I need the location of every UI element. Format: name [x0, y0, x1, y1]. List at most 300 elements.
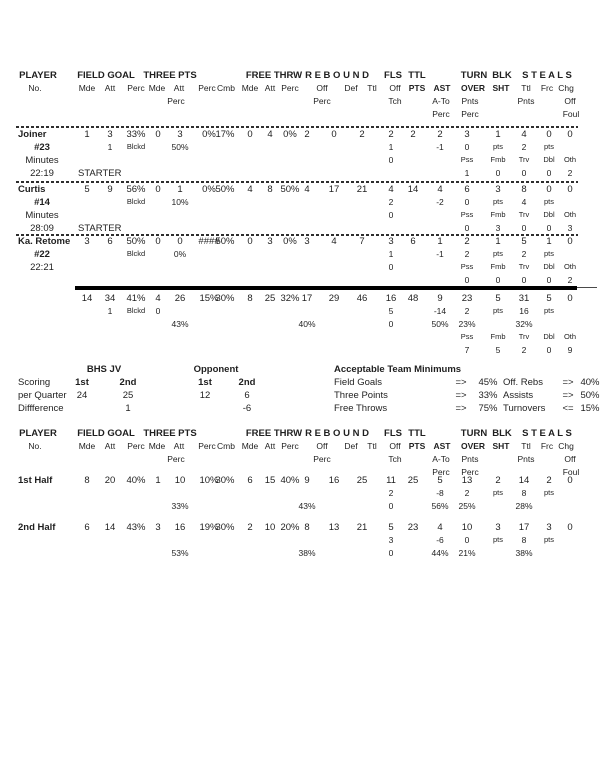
stat-cell: 5 [495, 345, 501, 355]
score-value: -6 [242, 403, 252, 414]
stat-cell: Trv [518, 262, 530, 271]
column-header: Foul [562, 109, 580, 119]
stat-cell: Dbl [543, 155, 555, 164]
stat-cell: 5 [495, 293, 501, 304]
stat-cell: 2 [437, 129, 443, 140]
stat-cell: 50% [126, 236, 146, 247]
column-header: Perc [432, 467, 450, 477]
stat-cell: Fmb [490, 210, 506, 219]
stat-cell: 43% [298, 501, 316, 511]
stat-cell: 8 [521, 488, 527, 498]
stat-cell: -1 [436, 249, 444, 259]
minimum-value: 50% [580, 390, 600, 401]
stat-cell: 4 [437, 522, 443, 533]
stat-cell: 30% [215, 293, 235, 304]
stat-cell: 14 [518, 475, 530, 486]
score-value: 24 [76, 390, 88, 401]
stat-cell: 3 [267, 236, 273, 247]
column-header: OVER [460, 83, 486, 93]
stat-cell: 0 [155, 236, 161, 247]
stat-cell: 6 [107, 236, 113, 247]
stat-cell: 7 [359, 236, 365, 247]
stat-cell: Oth [563, 262, 577, 271]
column-header: Perc [313, 96, 331, 106]
column-header: Ttl [367, 83, 377, 93]
stat-cell: 13 [461, 475, 473, 486]
column-header: FREE THRW [245, 428, 303, 439]
stat-cell: 2 [495, 475, 501, 486]
stat-cell: 21% [458, 548, 476, 558]
stat-cell: #### [198, 236, 220, 247]
stat-cell: 7 [464, 345, 470, 355]
stat-cell: 2 [247, 522, 253, 533]
stat-cell: 40% [126, 475, 146, 486]
stat-cell: 38% [515, 548, 533, 558]
column-header: Pnts [461, 454, 479, 464]
stat-cell: 6 [410, 236, 416, 247]
stat-cell: 0 [464, 275, 470, 285]
minimum-operator: => [562, 377, 574, 388]
column-header: Ttl [367, 441, 377, 451]
stat-cell: 0 [521, 275, 527, 285]
row-divider [16, 181, 578, 183]
column-header: TTL [408, 70, 426, 81]
minimum-value: 75% [478, 403, 498, 414]
stat-cell: 14 [81, 293, 93, 304]
stat-cell: 1 [388, 249, 394, 259]
stat-cell: 2 [521, 142, 527, 152]
stat-cell: Trv [518, 155, 530, 164]
stat-cell: 0 [546, 168, 552, 178]
stat-cell: 0 [155, 184, 161, 195]
team-name: BHS JV [86, 364, 122, 375]
stat-cell: pts [492, 488, 504, 497]
stat-cell: 23 [461, 293, 473, 304]
column-header: PTS [408, 441, 426, 451]
stat-cell: 1 [107, 142, 113, 152]
stat-cell: Blckd [126, 142, 146, 151]
column-header: Off [564, 454, 576, 464]
column-header: Att [104, 441, 116, 451]
stat-cell: 0 [247, 129, 253, 140]
column-header: Cmb [217, 83, 235, 93]
stat-cell: 50% [215, 184, 235, 195]
minimum-value: 45% [478, 377, 498, 388]
column-header: Chg [558, 441, 574, 451]
stat-cell: -2 [436, 197, 444, 207]
stat-cell: 2 [388, 197, 394, 207]
stat-cell: 6 [247, 475, 253, 486]
stat-cell: 1 [464, 168, 470, 178]
stat-cell: 3 [107, 129, 113, 140]
stat-cell: 3 [177, 129, 183, 140]
stat-cell: 2 [464, 306, 470, 316]
stat-cell: 2 [546, 475, 552, 486]
column-header: No. [28, 441, 42, 451]
minimum-value: 15% [580, 403, 600, 414]
stat-cell: 25 [356, 475, 368, 486]
period-label: 2nd [119, 377, 137, 388]
stat-cell: 0 [155, 306, 161, 316]
stat-cell: 3 [155, 522, 161, 533]
player-meta: 22:19 [30, 168, 54, 179]
stat-cell: 4 [521, 197, 527, 207]
stat-cell: 2 [359, 129, 365, 140]
stat-cell: 3 [304, 236, 310, 247]
stat-cell: 25 [407, 475, 419, 486]
stat-cell: 2 [464, 236, 470, 247]
stat-cell: Blckd [126, 306, 146, 315]
stat-cell: 0 [546, 275, 552, 285]
column-header: Att [173, 83, 185, 93]
stat-cell: 0 [155, 129, 161, 140]
column-header: Foul [562, 467, 580, 477]
stat-cell: 3 [84, 236, 90, 247]
stat-cell: -14 [433, 306, 447, 316]
stat-cell: 1 [437, 236, 443, 247]
stat-cell: 1 [495, 129, 501, 140]
stat-cell: -6 [436, 535, 444, 545]
stat-cell: 1 [84, 129, 90, 140]
stat-cell: 9 [437, 293, 443, 304]
stat-cell: 0% [202, 184, 216, 195]
stat-cell: 46 [356, 293, 368, 304]
column-header: FIELD GOAL [77, 70, 135, 81]
minimums-title: Acceptable Team Minimums [334, 364, 462, 375]
stat-cell: -1 [436, 142, 444, 152]
stat-cell: 0 [388, 548, 394, 558]
column-header: Pnts [517, 96, 535, 106]
stat-cell: 0 [464, 142, 470, 152]
stat-cell: 0 [331, 129, 337, 140]
stat-cell: 3 [388, 535, 394, 545]
column-header: Att [173, 441, 185, 451]
stat-cell: 6 [84, 522, 90, 533]
column-header: Frc [540, 441, 554, 451]
stat-cell: 50% [280, 184, 300, 195]
stat-cell: 48 [407, 293, 419, 304]
stat-cell: 6 [464, 184, 470, 195]
stat-cell: Fmb [490, 262, 506, 271]
minimum-operator: <= [562, 403, 574, 414]
stat-cell: 1 [388, 142, 394, 152]
stat-cell: Oth [563, 332, 577, 341]
stat-cell: Oth [563, 210, 577, 219]
column-header: SHT [492, 441, 510, 451]
column-header: PTS [408, 83, 426, 93]
stat-cell: 40% [280, 475, 300, 486]
stat-cell: 53% [171, 548, 189, 558]
stat-cell: 14 [104, 522, 116, 533]
player-meta: Minutes [25, 155, 59, 166]
column-header: Mde [241, 441, 259, 451]
column-header: Perc [281, 441, 299, 451]
stat-cell: 1 [155, 475, 161, 486]
stat-cell: 17% [215, 129, 235, 140]
stat-cell: 0 [464, 223, 470, 233]
stat-cell: pts [492, 249, 504, 258]
stat-cell: 4 [267, 129, 273, 140]
stat-cell: 16 [328, 475, 340, 486]
player-number: #14 [34, 197, 50, 208]
stat-cell: 5 [84, 184, 90, 195]
stat-cell: pts [543, 142, 555, 151]
stat-cell: 1 [495, 236, 501, 247]
stat-cell: 0 [567, 475, 573, 486]
column-header: Tch [388, 96, 402, 106]
stat-cell: 40% [298, 319, 316, 329]
column-header: Perc [167, 96, 185, 106]
stat-cell: 34 [104, 293, 116, 304]
stat-cell: 43% [171, 319, 189, 329]
column-header: OVER [460, 441, 486, 451]
player-name: Ka. Retome [18, 236, 71, 247]
player-number: #23 [34, 142, 50, 153]
stat-cell: 10 [264, 522, 276, 533]
column-header: TURN [460, 428, 488, 439]
stat-cell: 3 [495, 223, 501, 233]
stat-cell: 0 [388, 262, 394, 272]
stat-cell: Dbl [543, 332, 555, 341]
stat-cell: 0 [567, 522, 573, 533]
player-name: Curtis [18, 184, 46, 195]
column-header: Mde [78, 441, 96, 451]
stat-cell: 0 [567, 236, 573, 247]
stat-cell: 50% [171, 142, 189, 152]
stat-cell: Blckd [126, 249, 146, 258]
totals-bar-end [577, 287, 597, 288]
stat-cell: 2 [464, 488, 470, 498]
column-header: Perc [461, 467, 479, 477]
stat-cell: 4 [521, 129, 527, 140]
stat-cell: Trv [518, 210, 530, 219]
column-header: R E B O U N D [305, 428, 369, 439]
scoring-row-label: Scoring [18, 377, 51, 388]
stat-cell: -8 [436, 488, 444, 498]
stat-cell: 17 [301, 293, 313, 304]
minimum-stat-label: Off. Rebs [503, 377, 543, 388]
stat-cell: 0 [546, 129, 552, 140]
column-header: Ttl [521, 441, 531, 451]
header-divider [16, 126, 578, 128]
stat-cell: Pss [460, 210, 474, 219]
column-header: FIELD GOAL [77, 428, 135, 439]
stat-cell: 4 [331, 236, 337, 247]
column-header: FLS [384, 428, 402, 439]
column-header: TURN [460, 70, 488, 81]
stat-cell: 32% [515, 319, 533, 329]
column-header: Perc [167, 454, 185, 464]
stat-cell: Pss [460, 332, 474, 341]
stat-cell: 0 [567, 129, 573, 140]
column-header: Off [389, 83, 401, 93]
stat-cell: 0 [521, 223, 527, 233]
stat-cell: 3 [495, 184, 501, 195]
stat-cell: 4 [247, 184, 253, 195]
stat-cell: Blckd [126, 197, 146, 206]
starter-label: STARTER [78, 223, 122, 234]
stat-cell: 2 [567, 275, 573, 285]
stat-cell: 32% [280, 293, 300, 304]
stat-cell: 21 [356, 184, 368, 195]
player-meta: Minutes [25, 210, 59, 221]
stat-cell: 28% [515, 501, 533, 511]
totals-bar [75, 286, 577, 290]
column-header: Off [316, 441, 328, 451]
column-header: S T E A L S [522, 70, 572, 81]
stat-cell: 25% [458, 501, 476, 511]
column-header: Perc [313, 454, 331, 464]
stat-cell: 3 [567, 223, 573, 233]
stat-cell: 0 [388, 210, 394, 220]
stat-cell: 33% [126, 129, 146, 140]
column-header: AST [433, 83, 451, 93]
half-row-label: 1st Half [18, 475, 53, 486]
stat-cell: 0 [567, 184, 573, 195]
column-header: THREE PTS [143, 428, 197, 439]
stat-cell: pts [543, 249, 555, 258]
column-header: Mde [241, 83, 259, 93]
stat-cell: 30% [215, 522, 235, 533]
column-header: FLS [384, 70, 402, 81]
minimum-value: 40% [580, 377, 600, 388]
minimum-stat-label: Field Goals [334, 377, 383, 388]
stat-cell: 0 [567, 293, 573, 304]
stat-cell: Dbl [543, 262, 555, 271]
stat-cell: 2 [388, 488, 394, 498]
stat-cell: pts [492, 142, 504, 151]
stat-cell: 10% [199, 475, 219, 486]
column-header: Mde [148, 83, 166, 93]
stat-cell: pts [492, 535, 504, 544]
stat-cell: 38% [298, 548, 316, 558]
starter-label: STARTER [78, 168, 122, 179]
stat-cell: 30% [215, 475, 235, 486]
score-value: 25 [122, 390, 134, 401]
stat-cell: 4 [437, 184, 443, 195]
stat-cell: 0 [546, 184, 552, 195]
stat-cell: 8 [521, 184, 527, 195]
stat-cell: 0 [521, 168, 527, 178]
stat-cell: 8 [84, 475, 90, 486]
stat-cell: pts [543, 488, 555, 497]
minimum-operator: => [562, 390, 574, 401]
column-header: A-To [432, 96, 450, 106]
player-meta: 28:09 [30, 223, 54, 234]
stat-cell: 50% [215, 236, 235, 247]
stat-cell: Pss [460, 155, 474, 164]
column-header: R E B O U N D [305, 70, 369, 81]
stat-cell: 23 [407, 522, 419, 533]
stat-cell: Trv [518, 332, 530, 341]
stat-cell: 15 [264, 475, 276, 486]
column-header: Pnts [517, 454, 535, 464]
column-header: Def [344, 83, 358, 93]
stat-cell: 9 [107, 184, 113, 195]
stat-cell: Fmb [490, 155, 506, 164]
column-header: Frc [540, 83, 554, 93]
stat-cell: 0 [464, 197, 470, 207]
score-value: 1 [125, 403, 131, 414]
stat-cell: pts [543, 535, 555, 544]
stat-cell: 21 [356, 522, 368, 533]
minimum-operator: => [455, 377, 467, 388]
period-label: 1st [198, 377, 212, 388]
stat-cell: 43% [126, 522, 146, 533]
stat-cell: 31 [518, 293, 530, 304]
minimum-stat-label: Assists [503, 390, 534, 401]
stat-cell: 41% [126, 293, 146, 304]
stat-cell: 0 [495, 275, 501, 285]
stat-cell: 2 [521, 249, 527, 259]
stat-cell: 0% [202, 129, 216, 140]
stat-cell: 0 [177, 236, 183, 247]
stat-cell: 0 [546, 345, 552, 355]
stat-cell: 44% [431, 548, 449, 558]
stat-cell: 19% [199, 522, 219, 533]
stat-cell: 5 [521, 236, 527, 247]
column-header: Def [344, 441, 358, 451]
column-header: Perc [127, 83, 145, 93]
stat-cell: Pss [460, 262, 474, 271]
stat-cell: 3 [388, 236, 394, 247]
column-header: Perc [127, 441, 145, 451]
stat-cell: 56% [126, 184, 146, 195]
column-header: Perc [198, 83, 216, 93]
scoring-row-label: Diffference [18, 403, 64, 414]
stat-cell: 4 [388, 184, 394, 195]
stat-cell: 0% [173, 249, 187, 259]
stat-cell: 8 [267, 184, 273, 195]
column-header: Perc [432, 109, 450, 119]
stat-cell: 25 [264, 293, 276, 304]
column-header: Ttl [521, 83, 531, 93]
stat-cell: 17 [518, 522, 530, 533]
stat-cell: 5 [388, 522, 394, 533]
stat-cell: 2 [567, 168, 573, 178]
player-number: #22 [34, 249, 50, 260]
stat-cell: 10 [174, 475, 186, 486]
stat-cell: 4 [155, 293, 161, 304]
column-header: Perc [281, 83, 299, 93]
column-header: Perc [461, 109, 479, 119]
score-value: 12 [199, 390, 211, 401]
column-header: Mde [148, 441, 166, 451]
column-header: Off [564, 96, 576, 106]
stat-cell: 0% [283, 129, 297, 140]
stat-cell: 2 [464, 249, 470, 259]
column-header: SHT [492, 83, 510, 93]
column-header: S T E A L S [522, 428, 572, 439]
stat-cell: 1 [107, 306, 113, 316]
stat-cell: 33% [171, 501, 189, 511]
period-label: 2nd [238, 377, 256, 388]
column-header: Mde [78, 83, 96, 93]
stat-cell: 1 [177, 184, 183, 195]
stat-cell: Oth [563, 155, 577, 164]
stat-cell: 56% [431, 501, 449, 511]
column-header: Perc [198, 441, 216, 451]
stat-cell: 16 [519, 306, 529, 316]
stat-cell: 2 [521, 345, 527, 355]
column-header: THREE PTS [143, 70, 197, 81]
column-header: PLAYER [19, 428, 57, 439]
half-row-label: 2nd Half [18, 522, 56, 533]
stat-cell: 5 [388, 306, 394, 316]
stat-cell: 0 [495, 168, 501, 178]
stat-cell: 9 [567, 345, 573, 355]
player-name: Joiner [18, 129, 47, 140]
